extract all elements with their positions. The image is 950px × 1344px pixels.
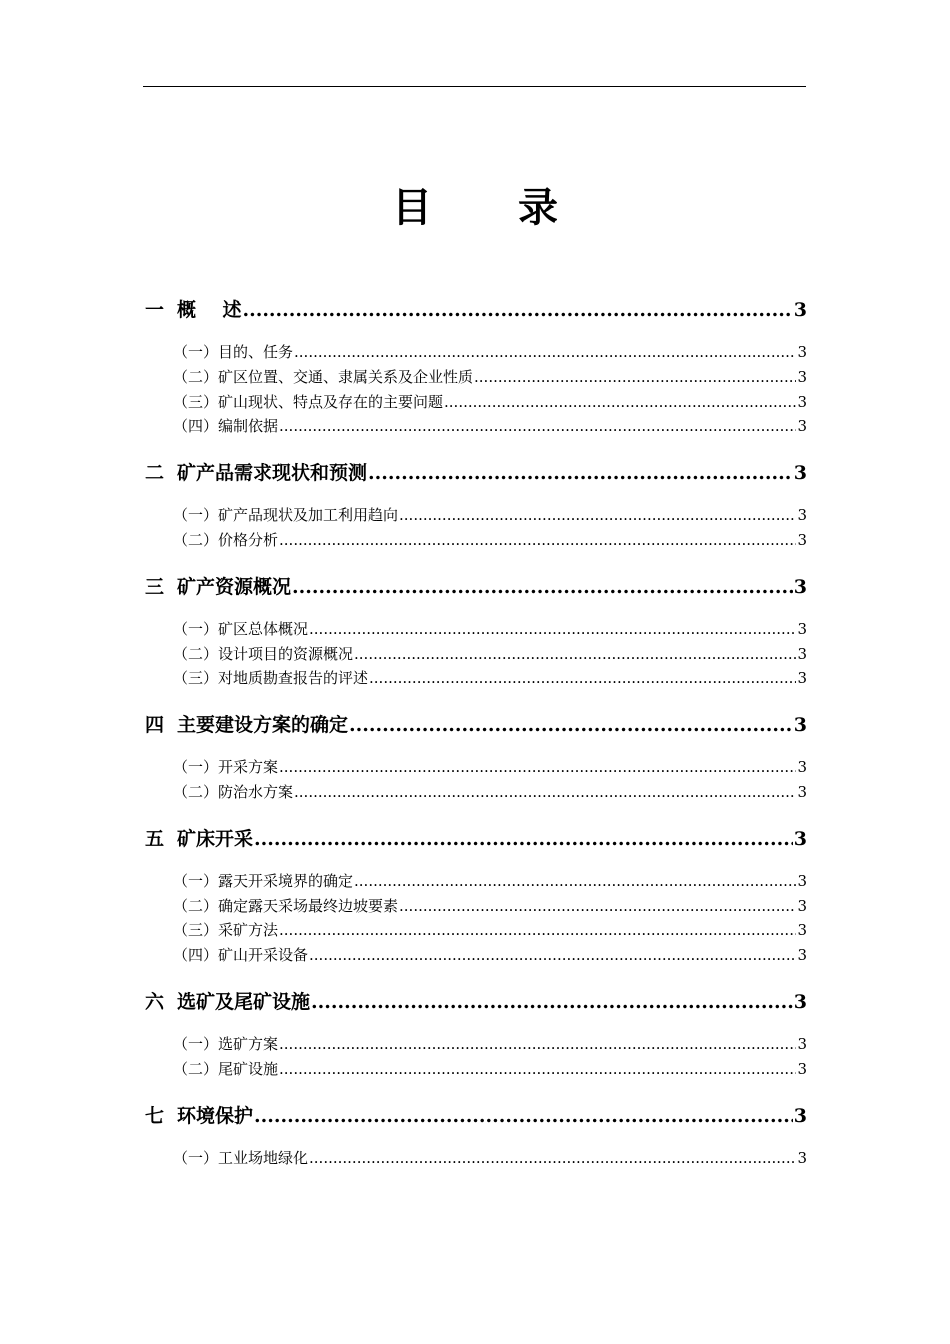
toc-page-number: 3 — [797, 669, 807, 688]
toc-subsection-title: （一）露天开采境界的确定 — [173, 871, 354, 890]
toc-subsection-entry[interactable] — [145, 869, 807, 894]
page-title: 目 录 — [392, 185, 594, 231]
toc-section — [145, 457, 807, 571]
toc-page-number: 3 — [793, 575, 807, 598]
toc-chapter-number: 一 — [145, 299, 165, 321]
toc-chapter-label: 概 述 — [177, 299, 242, 321]
toc-subsection-entry[interactable] — [145, 918, 807, 943]
toc-dot-leader — [349, 709, 793, 741]
toc-subsection-entry[interactable] — [145, 642, 807, 667]
toc-page-number: 3 — [793, 1104, 807, 1127]
toc-dot-leader — [354, 869, 796, 894]
toc-dot-leader — [279, 918, 796, 943]
toc-dot-leader — [399, 503, 796, 528]
toc-dot-leader — [254, 1100, 793, 1132]
toc-chapter-number: 七 — [145, 1104, 165, 1127]
toc-page-number: 3 — [793, 462, 807, 485]
toc-chapter-number: 六 — [145, 990, 165, 1013]
toc-page-number: 3 — [793, 714, 807, 737]
toc-page-number: 3 — [797, 1148, 807, 1167]
toc-chapter-title — [145, 294, 241, 326]
toc-page-number: 3 — [797, 343, 807, 361]
toc-section — [145, 571, 807, 709]
toc-page-number: 3 — [797, 896, 807, 915]
toc-chapter-title — [145, 986, 310, 1018]
toc-section — [145, 1100, 807, 1171]
toc-subsection-title: （二）矿区位置、交通、隶属关系及企业性质 — [173, 367, 474, 386]
toc-subsection-title: （一）选矿方案 — [173, 1034, 279, 1053]
toc-subsection-title: （三）矿山现状、特点及存在的主要问题 — [173, 392, 444, 411]
toc-chapter-number: 五 — [145, 827, 165, 850]
toc-chapter-title — [145, 709, 348, 741]
toc-dot-leader — [294, 780, 796, 805]
toc-page-number: 3 — [797, 619, 807, 638]
toc-subsection-title: （一）工业场地绿化 — [173, 1148, 309, 1167]
toc-page-number: 3 — [797, 946, 807, 965]
toc-dot-leader — [254, 823, 793, 855]
toc-chapter-title — [145, 1100, 253, 1132]
toc-dot-leader — [279, 755, 796, 780]
spacer — [145, 489, 807, 503]
toc-chapter-label: 主要建设方案的确定 — [177, 714, 349, 737]
toc-chapter-number: 四 — [145, 714, 165, 737]
toc-subsection-title: （四）编制依据 — [173, 417, 279, 436]
toc-page-number: 3 — [797, 758, 807, 777]
toc-subsection-title: （三）采矿方法 — [173, 921, 279, 940]
spacer — [145, 1132, 807, 1146]
toc-page-number: 3 — [797, 871, 807, 890]
toc-subsection-entry[interactable] — [145, 340, 807, 365]
toc-section — [145, 709, 807, 823]
toc-dot-leader — [279, 1032, 796, 1057]
toc-page-number: 3 — [793, 299, 807, 321]
toc-subsection-entry[interactable] — [145, 780, 807, 805]
toc-subsection-title: （二）确定露天采场最终边坡要素 — [173, 896, 399, 915]
toc-subsection-title: （二）价格分析 — [173, 530, 279, 549]
spacer — [145, 691, 807, 709]
toc-subsection-title: （一）目的、任务 — [173, 343, 294, 361]
toc-dot-leader — [311, 986, 793, 1018]
toc-section — [145, 294, 807, 457]
toc-chapter-title — [145, 457, 367, 489]
toc-chapter-label: 矿产品需求现状和预测 — [177, 462, 368, 485]
spacer — [145, 968, 807, 986]
toc-chapter-label: 矿床开采 — [177, 827, 254, 850]
toc-page-number: 3 — [797, 644, 807, 663]
toc-subsection-entry[interactable] — [145, 1146, 807, 1171]
toc-dot-leader — [279, 528, 796, 553]
toc-chapter-title — [145, 571, 291, 603]
toc-subsection-title: （四）矿山开采设备 — [173, 946, 309, 965]
toc-chapter-entry[interactable] — [145, 823, 807, 855]
toc-page-number: 3 — [797, 417, 807, 436]
toc-subsection-title: （二）防治水方案 — [173, 782, 294, 801]
spacer — [145, 1082, 807, 1100]
toc-chapter-number: 三 — [145, 575, 165, 598]
toc-chapter-title — [145, 823, 253, 855]
toc-subsection-entry[interactable] — [145, 390, 807, 415]
toc-page-number: 3 — [797, 1059, 807, 1078]
spacer — [145, 855, 807, 869]
toc-page-number: 3 — [797, 1034, 807, 1053]
toc-page-number: 3 — [793, 990, 807, 1013]
toc-dot-leader — [294, 340, 796, 365]
toc-dot-leader — [309, 943, 796, 968]
toc-subsection-entry[interactable] — [145, 503, 807, 528]
toc-chapter-entry[interactable] — [145, 571, 807, 603]
toc-dot-leader — [292, 571, 793, 603]
toc-chapter-number: 二 — [145, 462, 165, 485]
toc-dot-leader — [279, 1057, 796, 1082]
toc-dot-leader — [369, 666, 796, 691]
toc-dot-leader — [399, 894, 796, 919]
toc-subsection-entry[interactable] — [145, 414, 807, 439]
toc-subsection-entry[interactable] — [145, 365, 807, 390]
toc-chapter-label: 选矿及尾矿设施 — [177, 990, 311, 1013]
toc-subsection-entry[interactable] — [145, 943, 807, 968]
spacer — [145, 553, 807, 571]
spacer — [145, 439, 807, 457]
toc-chapter-entry[interactable] — [145, 457, 807, 489]
toc-subsection-title: （三）对地质勘查报告的评述 — [173, 669, 369, 688]
toc-chapter-entry[interactable] — [145, 1100, 807, 1132]
toc-page-number: 3 — [797, 921, 807, 940]
toc-chapter-label: 矿产资源概况 — [177, 575, 292, 598]
toc-page-number: 3 — [793, 827, 807, 850]
spacer — [145, 805, 807, 823]
toc-dot-leader — [242, 294, 792, 326]
toc-subsection-entry[interactable] — [145, 1032, 807, 1057]
toc-subsection-title: （一）矿区总体概况 — [173, 619, 309, 638]
toc-subsection-title: （一）开采方案 — [173, 758, 279, 777]
toc-subsection-entry[interactable] — [145, 755, 807, 780]
toc-section — [145, 986, 807, 1100]
toc-dot-leader — [444, 390, 796, 415]
toc-chapter-label: 环境保护 — [177, 1104, 254, 1127]
toc-subsection-title: （二）设计项目的资源概况 — [173, 644, 354, 663]
toc-dot-leader — [474, 365, 796, 390]
toc-subsection-entry[interactable] — [145, 894, 807, 919]
toc-page-number: 3 — [797, 367, 807, 386]
spacer — [145, 326, 807, 340]
spacer — [145, 603, 807, 617]
toc-page-number: 3 — [797, 782, 807, 801]
toc-page-number: 3 — [797, 392, 807, 411]
toc-subsection-entry[interactable] — [145, 528, 807, 553]
toc-section — [145, 823, 807, 986]
toc-page-number: 3 — [797, 530, 807, 549]
toc-subsection-title: （二）尾矿设施 — [173, 1059, 279, 1078]
toc-chapter-entry[interactable] — [145, 986, 807, 1018]
toc-chapter-entry[interactable] — [145, 709, 807, 741]
toc-subsection-entry[interactable] — [145, 666, 807, 691]
spacer — [145, 741, 807, 755]
toc-subsection-entry[interactable] — [145, 617, 807, 642]
toc-dot-leader — [354, 642, 796, 667]
toc-subsection-entry[interactable] — [145, 1057, 807, 1082]
toc-dot-leader — [309, 1146, 796, 1171]
toc-page-number: 3 — [797, 506, 807, 525]
table-of-contents — [145, 294, 807, 1170]
toc-chapter-entry[interactable] — [145, 294, 807, 326]
toc-dot-leader — [368, 457, 793, 489]
header-rule — [143, 86, 806, 87]
spacer — [145, 1018, 807, 1032]
toc-dot-leader — [309, 617, 796, 642]
toc-dot-leader — [279, 414, 796, 439]
toc-subsection-title: （一）矿产品现状及加工利用趋向 — [173, 506, 399, 525]
